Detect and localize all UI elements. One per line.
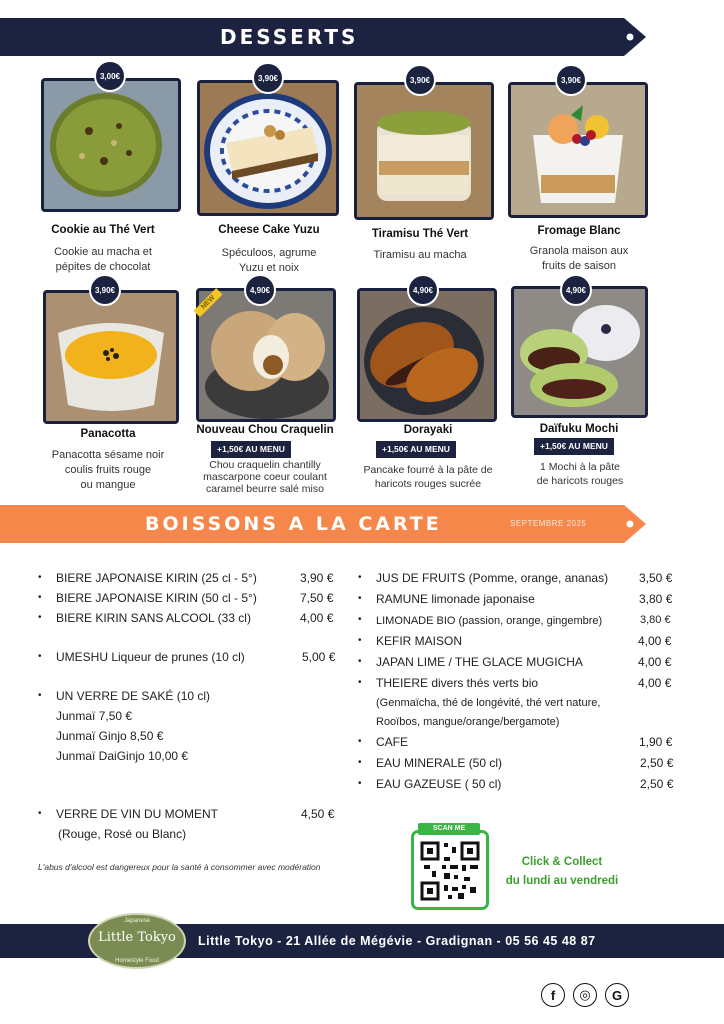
drink-item: • THEIERE divers thés verts bio 4,00 €	[358, 676, 672, 690]
menu-supplement-badge: +1,50€ AU MENU	[211, 441, 291, 458]
sake-item: Junmaï DaiGinjo 10,00 €	[56, 749, 189, 763]
price-badge: 3,90€	[404, 64, 436, 96]
drink-item: • JAPAN LIME / THE GLACE MUGICHA 4,00 €	[358, 655, 672, 669]
cookie-photo	[41, 78, 181, 212]
qr-label: SCAN ME	[418, 823, 480, 835]
price-badge: 3,90€	[89, 274, 121, 306]
menu-date: SEPTEMBRE 2025	[510, 519, 587, 528]
dessert-name: Nouveau Chou Craquelin	[196, 424, 334, 436]
drink-item: • BIERE JAPONAISE KIRIN (50 cl - 5°) 7,50 €	[38, 591, 334, 605]
cheesecake-photo	[197, 80, 339, 216]
dessert-card-cheesecake[interactable]	[194, 64, 344, 284]
drink-note: (Genmaïcha, thé de longévité, thé vert nature,	[376, 697, 601, 709]
drink-item: • UMESHU Liqueur de prunes (10 cl) 5,00 €	[38, 650, 336, 664]
dessert-card-daifuku[interactable]	[508, 276, 658, 496]
dessert-name: Cookie au Thé Vert	[51, 224, 155, 236]
dessert-desc: Granola maison aux fruits de saison	[529, 245, 629, 272]
drink-item: • BIERE JAPONAISE KIRIN (25 cl - 5°) 3,90 €	[38, 571, 334, 585]
facebook-icon[interactable]: f	[541, 983, 565, 1007]
dessert-card-dorayaki[interactable]	[350, 276, 500, 496]
dessert-name: Panacotta	[80, 428, 136, 440]
drink-note: Rooïbos, mangue/orange/bergamote)	[376, 716, 560, 728]
desserts-title: DESSERTS	[220, 25, 359, 49]
dessert-desc: Spéculoos, agrume Yuzu et noix	[221, 247, 317, 274]
drink-item: • EAU GAZEUSE ( 50 cl) 2,50 €	[358, 777, 674, 791]
panacotta-photo	[43, 290, 179, 424]
price-badge: 3,90€	[252, 62, 284, 94]
drinks-right-list	[358, 568, 686, 795]
dessert-name: Tiramisu Thé Vert	[371, 228, 469, 240]
little-tokyo-logo: Japanese Little Tokyo Homestyle Food	[88, 913, 186, 969]
alcohol-warning: L'abus d'alcool est dangereux pour la santé à consommer avec modération	[38, 862, 321, 872]
dessert-name: Daïfuku Mochi	[539, 423, 619, 435]
dessert-name: Fromage Blanc	[537, 225, 621, 237]
tiramisu-photo	[354, 82, 494, 220]
drink-item: • EAU MINERALE (50 cl) 2,50 €	[358, 756, 674, 770]
dessert-desc: Tiramisu au macha	[373, 249, 467, 261]
click-collect-title: Click & Collect	[521, 856, 603, 868]
menu-supplement-badge: +1,50€ AU MENU	[534, 438, 614, 455]
menu-supplement-badge: +1,50€ AU MENU	[376, 441, 456, 458]
dessert-card-cookie[interactable]	[30, 64, 180, 284]
dessert-card-fromage-blanc[interactable]	[502, 64, 652, 284]
google-icon[interactable]: G	[605, 983, 629, 1007]
footer-address: Little Tokyo - 21 Allée de Mégévie - Gradignan - 05 56 45 48 87	[198, 934, 596, 948]
dessert-desc: Pancake fourré à la pâte de haricots rouges sucrée	[363, 464, 493, 490]
instagram-icon[interactable]: ◎	[573, 983, 597, 1007]
drink-item: • BIERE KIRIN SANS ALCOOL (33 cl) 4,00 €	[38, 611, 334, 625]
drinks-banner	[0, 505, 650, 543]
drink-item: • KEFIR MAISON 4,00 €	[358, 634, 672, 648]
drink-item: • LIMONADE BIO (passion, orange, gingembre) 3,80 €	[358, 614, 671, 627]
price-badge: 4,90€	[560, 274, 592, 306]
price-badge: 4,90€	[407, 274, 439, 306]
sake-item: Junmaï Ginjo 8,50 €	[56, 729, 164, 743]
dorayaki-photo	[357, 288, 497, 422]
qr-code-icon	[414, 835, 486, 909]
desserts-banner	[0, 18, 650, 56]
dessert-name: Dorayaki	[403, 424, 453, 436]
chou-craquelin-photo	[196, 288, 336, 422]
dessert-desc: Panacotta sésame noir coulis fruits rouge ou mangue	[51, 449, 165, 491]
drinks-left-list	[38, 568, 356, 844]
new-badge: NEW	[194, 288, 223, 317]
drink-item: • VERRE DE VIN DU MOMENT 4,50 €	[38, 807, 335, 821]
dessert-card-panacotta[interactable]	[33, 276, 183, 496]
price-badge: 3,90€	[555, 64, 587, 96]
drink-note: (Rouge, Rosé ou Blanc)	[58, 827, 187, 841]
fromage-blanc-photo	[508, 82, 648, 218]
drink-item: • UN VERRE DE SAKÉ (10 cl)	[38, 689, 211, 703]
price-badge: 4,90€	[244, 274, 276, 306]
qr-code[interactable]	[411, 830, 489, 910]
dessert-card-chou-craquelin[interactable]	[188, 276, 338, 496]
drink-item: • CAFE 1,90 €	[358, 735, 673, 749]
sake-item: Junmaï 7,50 €	[56, 709, 133, 723]
dessert-name: Cheese Cake Yuzu	[218, 224, 320, 236]
drinks-title: BOISSONS A LA CARTE	[145, 513, 442, 535]
click-collect-days: du lundi au vendredi	[505, 875, 619, 887]
dessert-desc: Cookie au macha et pépites de chocolat	[54, 246, 152, 273]
drink-item: • JUS DE FRUITS (Pomme, orange, ananas) 3,50 €	[358, 571, 673, 585]
drink-item: • RAMUNE limonade japonaise 3,80 €	[358, 592, 673, 606]
price-badge: 3,00€	[94, 60, 126, 92]
dessert-card-tiramisu[interactable]	[345, 64, 495, 284]
dessert-desc: Chou craquelin chantilly mascarpone coeur coulant caramel beurre salé miso	[203, 459, 327, 495]
daifuku-photo	[511, 286, 648, 418]
dessert-desc: 1 Mochi à la pâte de haricots rouges	[536, 461, 624, 487]
